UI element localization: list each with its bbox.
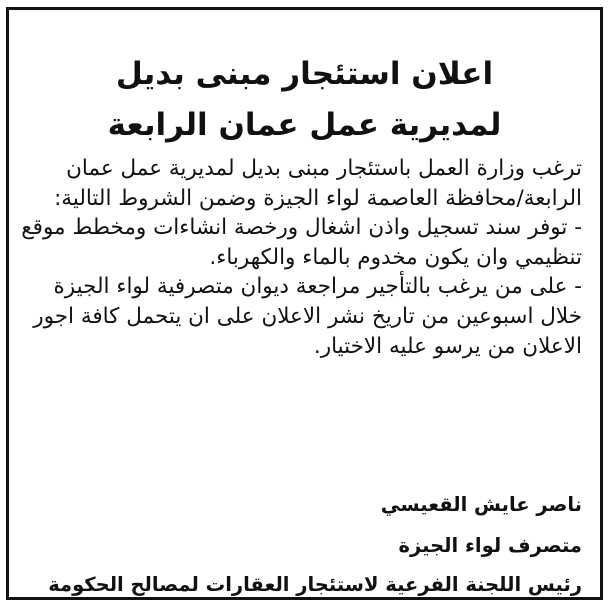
signatory-committee: رئيس اللجنة الفرعية لاستئجار العقارات لمصالح الحكومة	[48, 573, 582, 596]
announcement-body	[21, 154, 582, 361]
signatory-role: متصرف لواء الجيزة	[398, 534, 582, 557]
announcement-title-line2: لمديرية عمل عمان الرابعة	[107, 107, 502, 143]
announcement-frame	[6, 7, 603, 600]
signatory-name: ناصر عايش القعيسي	[380, 493, 582, 516]
announcement-title-line1: اعلان استئجار مبنى بديل	[115, 56, 494, 92]
condition-2: - على من يرغب بالتأجير مراجعة ديوان متصرفية لواء الجيزة خلال اسبوعين من تاريخ نشر الاعلان على ان يتحمل كافة اجور الاعلان من يرسو عليه الاختيار.	[33, 274, 582, 359]
intro-paragraph: ترغب وزارة العمل باستئجار مبنى بديل لمديرية عمل عمان الرابعة/محافظة العاصمة لواء الجيزة وضمن الشروط التالية:	[54, 156, 582, 211]
condition-1: - توفر سند تسجيل واذن اشغال ورخصة انشاءات ومخطط موقع تنظيمي وان يكون مخدوم بالماء والكهرباء.	[21, 215, 582, 270]
